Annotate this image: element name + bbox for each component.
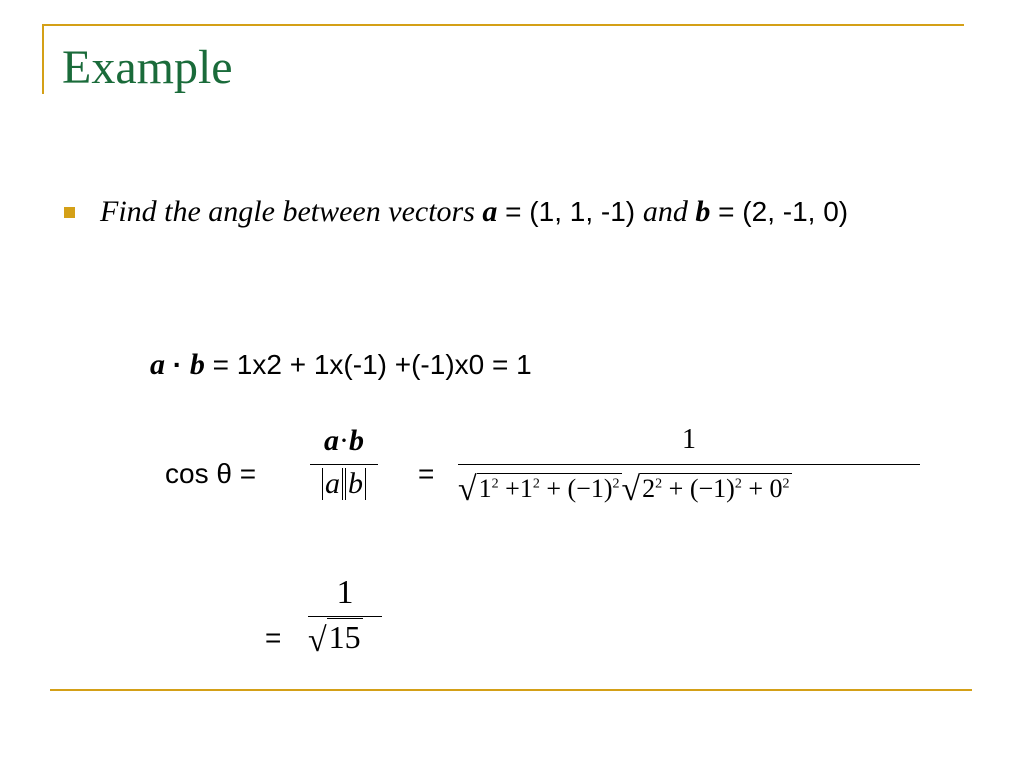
result-fraction xyxy=(308,574,382,660)
formula-num-dot: · xyxy=(339,424,349,457)
magnitude-a: a xyxy=(322,468,343,500)
vector-a: a xyxy=(482,195,498,228)
formula-denominator xyxy=(300,467,388,501)
radical-icon: √ xyxy=(458,471,477,508)
and-text: and xyxy=(642,195,696,228)
exponent: 2 xyxy=(612,476,620,492)
formula-num-b: b xyxy=(349,424,364,457)
radical-icon: √ xyxy=(621,471,641,508)
formula-num-a: a xyxy=(324,424,339,457)
frame-top-rule xyxy=(42,24,964,26)
substituted-numerator: 1 xyxy=(682,424,696,455)
fraction-bar xyxy=(310,464,378,465)
dot-product-line xyxy=(150,348,532,382)
frame-bottom-rule xyxy=(50,689,972,691)
magnitude-b: b xyxy=(345,468,366,500)
radical-icon: √ xyxy=(308,622,327,659)
dot-lhs-b: b xyxy=(189,348,205,381)
problem-statement xyxy=(100,190,980,234)
exponent: 2 xyxy=(655,476,663,492)
substituted-fraction xyxy=(458,424,920,509)
term: + (−1) xyxy=(539,474,613,503)
radicand-b xyxy=(640,473,791,503)
substituted-denominator xyxy=(458,465,920,509)
radicand-result: 15 xyxy=(328,619,361,655)
prompt-text: Find the angle between vectors xyxy=(100,195,483,228)
exponent: 2 xyxy=(532,476,540,492)
vector-a-value: = (1, 1, -1) xyxy=(497,196,643,227)
slide-title: Example xyxy=(62,41,233,94)
exponent: 2 xyxy=(491,476,499,492)
term: 1 xyxy=(478,474,492,503)
bullet-square-icon xyxy=(64,207,75,218)
term: 2 xyxy=(642,474,656,503)
exponent: 2 xyxy=(782,476,790,492)
formula-numerator xyxy=(300,424,388,462)
term: +1 xyxy=(498,474,533,503)
exponent: 2 xyxy=(734,476,742,492)
term: + (−1) xyxy=(662,474,735,503)
equals-sign: = xyxy=(418,458,435,489)
vector-b-value: = (2, -1, 0) xyxy=(710,196,849,227)
result-equals-sign: = xyxy=(265,622,282,653)
cos-formula-fraction xyxy=(300,424,388,501)
frame-left-rule xyxy=(42,24,44,94)
vector-b: b xyxy=(695,195,711,228)
result-numerator: 1 xyxy=(336,574,354,611)
term: + 0 xyxy=(741,474,783,503)
radicand-a xyxy=(477,473,622,503)
dot-lhs-a: a xyxy=(150,348,165,381)
result-denominator xyxy=(308,617,382,660)
dot-operator: · xyxy=(165,349,190,380)
cos-theta-label: cos θ = xyxy=(165,458,257,489)
dot-rhs: = 1x2 + 1x(-1) +(-1)x0 = 1 xyxy=(204,349,532,380)
